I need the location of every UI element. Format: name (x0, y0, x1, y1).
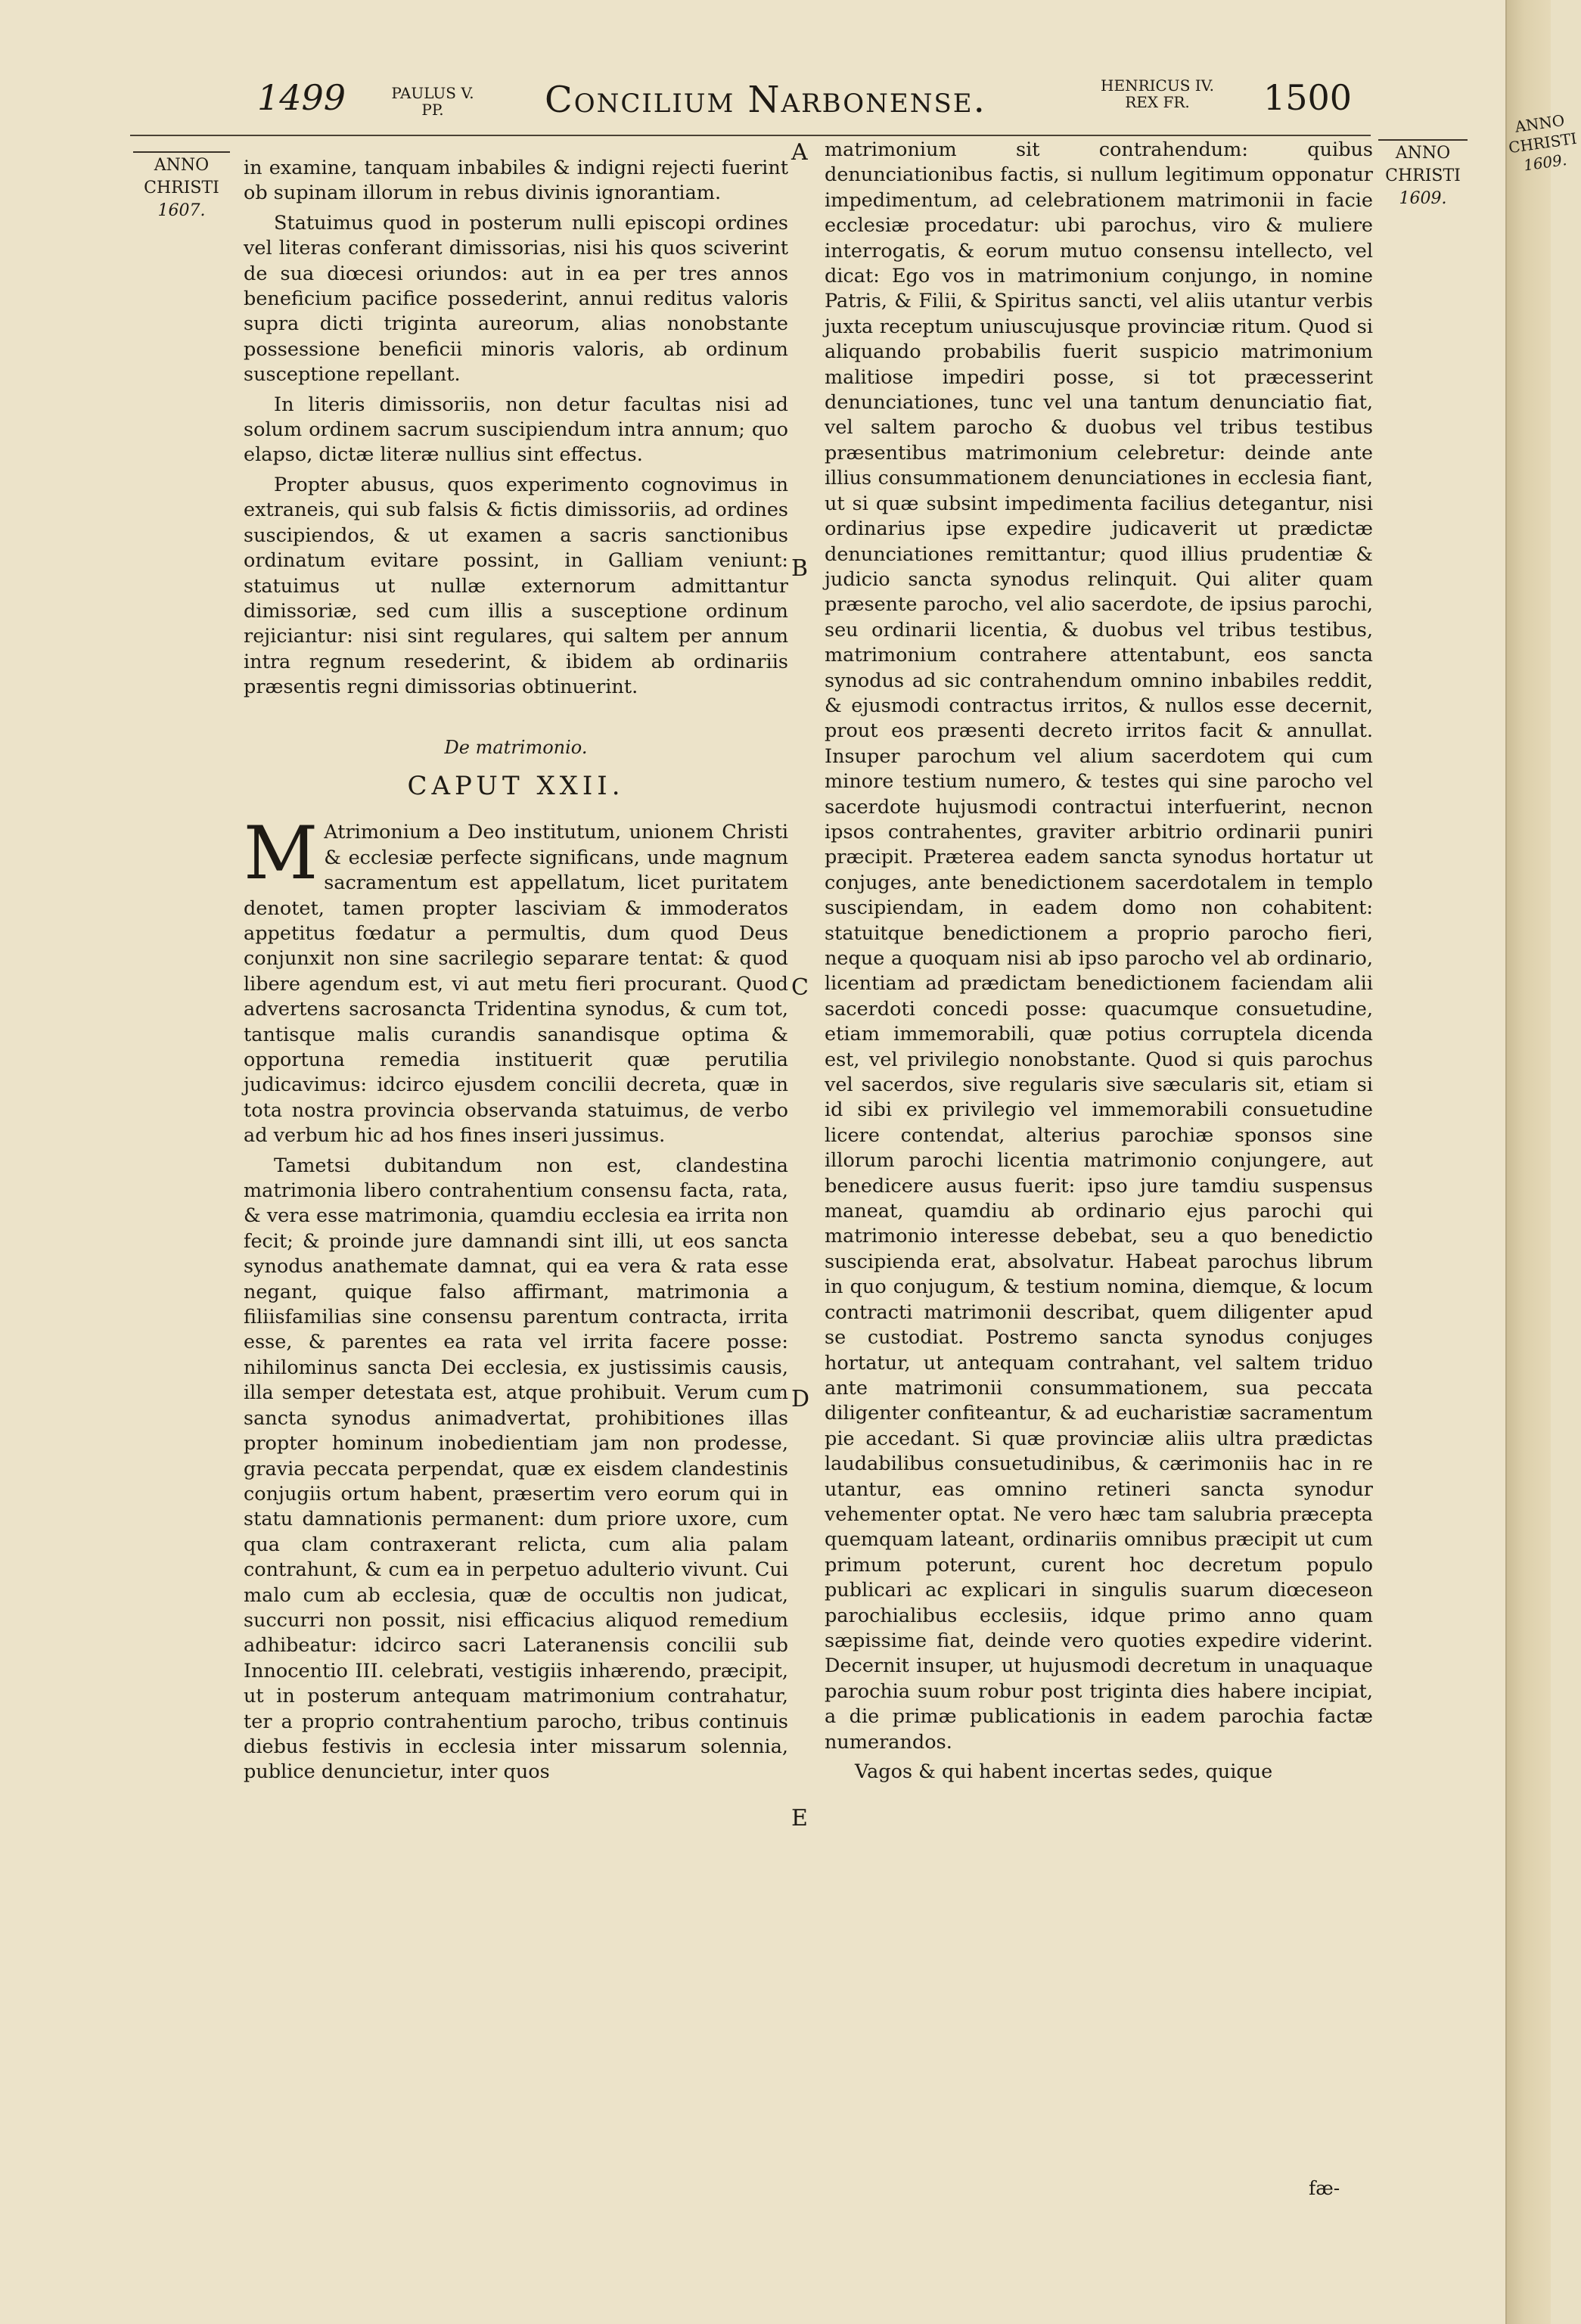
left-heading (387, 85, 478, 118)
paragraph: matrimonium sit contrahendum: quibus denunciationibus factis, si nullum legitimum opponatur impedimentum, ad celebrationem matrimonii in facie ecclesiæ procedatur: ubi parochus, viro & muliere interrogatis, & eorum mutuo consensu intellecto, vel dicat: Ego vos in matrimonium conjungo, in nomine Patris, & Filii, & Spiritus sancti, vel aliis utantur verbis juxta receptum uniuscujusque provinciæ ritum. Quod si aliquando probabilis fuerit suspicio matrimonium malitiose impediri posse, si tot præcesserint denunciationes, tunc vel una tantum denunciatio fiat, vel saltem parocho & duobus vel tribus testibus præsentibus matrimonium celebretur: deinde ante illius consummationem denunciationes in ecclesia fiant, ut si quæ subsint impedimenta facilius detegantur, nisi ordinarius ipse expedire judicaverit ut prædictæ denunciationes remittantur; quod illius prudentiæ & judicio sancta synodus relinquit. Qui aliter quam præsente parocho, vel alio sacerdote, de ipsius parochi, seu ordinarii licentia, & duobus vel tribus testibus, matrimonium contrahere attentabunt, eos sancta synodus ad sic contrahendum omnino inbabiles reddit, & ejusmodi contractus irritos, & nullos esse decernit, prout eos præsenti decreto irritos facit & annullat. Insuper parochum vel alium sacerdotem qui cum minore testium numero, & testes qui sine parocho vel sacerdote hujusmodi contractui interfuerint, necnon ipsos contrahentes, graviter arbitrio ordinarii puniri præcipit. Præterea eadem sancta synodus hortatur ut conjuges, ante benedictionem sacerdotalem in templo suscipiendam, in eadem domo non cohabitent: statuitque benedictionem a proprio parocho fieri, neque a quoquam nisi ab ipso parocho vel ab ordinario, licentiam ad prædictam benedictionem faciendam alii sacerdoti concedi posse: quacumque consuetudine, etiam immemorabili, quæ potius corruptela dicenda est, vel privilegio nonobstante. Quod si quis parochus vel sacerdos, sive regularis sive sæcularis sit, etiam si id sibi ex privilegio vel immemorabili consuetudine licere contendat, alterius parochiæ sponsos sine illorum parochi licentia matrimonio conjungere, aut benedicere ausus fuerit: ipso jure tamdiu suspensus maneat, quamdiu ab ordinario ejus parochi qui matrimonio interesse debebat, seu a quo benedictio suscipienda erat, absolvatur. Habeat parochus librum in quo conjugum, & testium nomina, diemque, & locum contracti matrimonii describat, quem diligenter apud se custodiat. Postremo sancta synodus conjuges hortatur, ut antequam contrahant, vel saltem triduo ante matrimonii consummationem, sua peccata diligenter confiteantur, & ad eucharistiæ sacramentum pie accedant. Si quæ provinciæ aliis ultra prædictas laudabilibus consuetudinibus, & cærimoniis hac in re utantur, eas omnino retineri sancta synodur vehementer optat. Ne vero hæc tam salubria præcepta quemquam lateant, ordinariis omnibus præcipit ut cum primum poterunt, curent hoc decretum populo publicari ac explicari in singulis suarum diœceseon parochialibus ecclesiis, idque primo anno quam sæpissime fiat, deinde vero quoties expedire viderint. Decernit insuper, ut hujusmodi decretum in unaquaque parochia suum robur post triginta dies habere incipiat, a die primæ publicationis in eadem parochia factæ numerandos. (825, 138, 1373, 1754)
chapter-heading: CAPUT XXII. (407, 770, 625, 801)
header-rule (130, 135, 1371, 136)
paragraph: In literis dimissoriis, non detur facultas nisi ad solum ordinem sacrum suscipiendum intra annum; quo elapso, dictæ literæ nullius sint effectus. (244, 393, 788, 467)
page-title: Concilium Narbonense. (545, 79, 986, 121)
margin-rule (133, 151, 230, 153)
adjacent-page-edge (1505, 0, 1578, 2324)
paragraph: in examine, tanquam inbabiles & indigni rejecti fuerint ob supinam illorum in rebus divinis ignorantiam. (244, 157, 788, 205)
drop-cap: M (244, 811, 318, 896)
left-heading-line: PAULUS V. (391, 84, 474, 102)
paragraph: Atrimonium a Deo institutum, unionem Christi & ecclesiæ perfecte significans, unde magnum sacramentum est appellatum, licet puritatem denotet, tamen propter lasciviam & immoderatos appetitus fœdatur a permultis, dum quod Deus conjunxit non sine sacrilegio separare tentat: & quod libere agendum est, vi aut metu fieri procurant. Quod advertens sacrosancta Tridentina synodus, & cum tot, tantisque malis curandis sanandisque optima & opportuna remedia instituerit quæ perutilia judicavimus: idcirco ejusdem concilii decreta, quæ in tota nostra provincia observanda statuimus, de verbo ad verbum hic ad hos fines inseri jussimus. (244, 821, 788, 1148)
paragraph: Statuimus quod in posterum nulli episcopi ordines vel literas conferant dimissorias, nisi his quos sciverint de sua diœcesi oriundos: aut in ea per tres annos beneficium pacifice possederint, annui reditus valoris supra dicti triginta aureorum, alias nonobstante possessione beneficii minoris valoris, ab ordinum susceptione repellant. (244, 211, 788, 387)
section-marker-d: D (791, 1386, 810, 1412)
margin-note-left (129, 150, 235, 222)
margin-rule (1378, 139, 1468, 141)
margin-note-line: ANNO (1514, 110, 1566, 136)
paragraph: Propter abusus, quos experimento cognovimus in extraneis, qui sub falsis & fictis dimissoriis, ad ordines suscipiendos, & ut examen a sacris sanctionibus ordinatum evitare possint, in Galliam veniunt: statuimus ut nullæ externorum admittantur dimissoriæ, sed cum illis a susceptione ordinum rejiciantur: nisi sint regulares, qui saltem per annum intra regnum resederint, & ibidem ab ordinariis præsentis regni dimissorias obtinuerint. (244, 473, 788, 699)
left-column (244, 156, 788, 1785)
page-number-left: 1499 (257, 77, 346, 118)
paragraph: Tametsi dubitandum non est, clandestina matrimonia libero contrahentium consensu facta, rata, & vera esse matrimonia, quamdiu ecclesia ea irrita non fecit; & proinde jure damnandi sint illi, ut eos sancta synodus anathemate damnat, qui ea vera & rata esse negant, quique falso affirmant, matrimonia a filiisfamilias sine consensu parentum contracta, irrita esse, & parentes ea rata vel irrita facere posse: nihilominus sancta Dei ecclesia, ex justissimis causis, illa semper detestata est, atque prohibuit. Verum cum sancta synodus animadvertat, prohibitiones illas propter hominum inobedientiam jam non prodesse, gravia peccata perpendat, quæ ex eisdem clandestinis conjugiis ortum habent, præsertim vero eorum qui in statu damnationis permanent: dum priore uxore, cum qua clam contraxerant relicta, cum alia palam contrahunt, & cum ea in perpetuo adulterio vivunt. Cui malo cum ab ecclesia, quæ de occultis non judicat, succurri non possit, nisi efficacius aliquod remedium adhibeatur: idcirco sacri Lateranensis concilii sub Innocentio III. celebrati, vestigiis inhærendo, præcipit, ut in posterum antequam matrimonium contrahatur, ter a proprio contrahentium parocho, tribus continuis diebus festivis in ecclesia inter missarum solennia, publice denuncietur, inter quos (244, 1154, 788, 1784)
right-heading-line: HENRICUS IV. (1101, 76, 1214, 95)
margin-note-line: 1609. (1522, 150, 1568, 175)
margin-note-line: CHRISTI (1507, 129, 1578, 157)
running-header (257, 74, 1369, 135)
right-heading (1082, 77, 1233, 110)
right-column (825, 138, 1373, 1785)
section-subheading: De matrimonio. (444, 736, 588, 758)
margin-note-line: CHRISTI (1385, 166, 1461, 185)
margin-note-line: CHRISTI (144, 179, 219, 197)
margin-note-line: ANNO (1395, 144, 1451, 163)
margin-note-right (1374, 138, 1472, 210)
section-marker-e: E (791, 1805, 808, 1832)
right-heading-line: REX FR. (1125, 93, 1190, 111)
paragraph: Vagos & qui habent incertas sedes, quique (855, 1760, 1273, 1783)
margin-note-far-right (1505, 109, 1580, 177)
section-marker-b: B (791, 555, 809, 582)
margin-note-line: 1607. (157, 201, 206, 220)
section-marker-a: A (791, 139, 808, 166)
catchword: fæ- (1309, 2177, 1340, 2199)
left-heading-line: PP. (421, 101, 444, 119)
margin-note-line: 1609. (1399, 189, 1447, 208)
margin-note-line: ANNO (154, 156, 210, 175)
page-number-right: 1500 (1263, 77, 1353, 118)
section-marker-c: C (791, 974, 809, 1001)
